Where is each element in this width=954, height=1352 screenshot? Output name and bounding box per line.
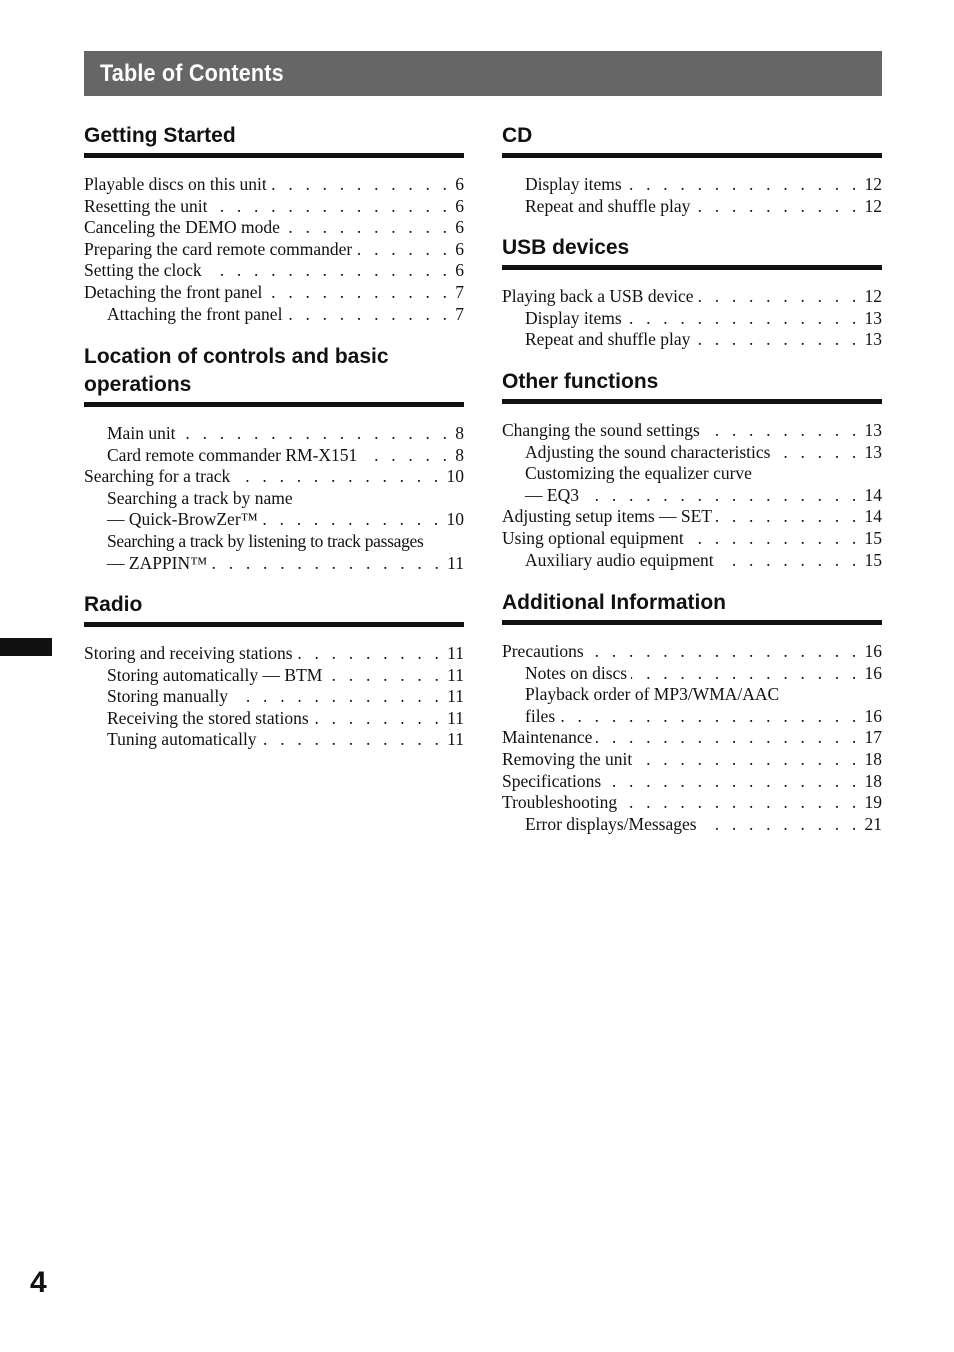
toc-entry[interactable]: Error displays/Messages . . . 21 [502,814,882,836]
section-heading: USB devices [502,234,882,270]
toc-entry[interactable]: Playable discs on this unit . . . 6 [84,174,464,196]
toc-entry[interactable]: Maintenance . . . 17 [502,727,882,749]
toc-entry[interactable]: Setting the clock . . . 6 [84,260,464,282]
toc-entry[interactable]: Playing back a USB device . . . 12 [502,286,882,308]
toc-entry[interactable]: Precautions . . . 16 [502,641,882,663]
toc-entry[interactable]: Receiving the stored stations . . . 11 [84,708,464,730]
toc-entry[interactable]: Removing the unit . . . 18 [502,749,882,771]
toc-entry[interactable]: Main unit . . . 8 [84,423,464,445]
page-title: Table of Contents [100,59,284,87]
toc-entry[interactable]: — Quick-BrowZer™ . . . 10 [84,509,464,531]
toc-entry[interactable]: Searching a track by listening to track passages [107,530,424,551]
toc-entry[interactable]: Specifications . . . 18 [502,771,882,793]
toc-entry[interactable]: Adjusting setup items — SET . . . 14 [502,506,882,528]
toc-entry[interactable]: Customizing the equalizer curve [525,463,752,484]
section-controls [84,343,464,574]
toc-entry[interactable]: Searching a track by name [107,487,293,508]
section-radio [84,591,464,751]
toc-entry[interactable]: Adjusting the sound characteristics . . . 13 [502,442,882,464]
toc-entry[interactable]: — ZAPPIN™ . . . 11 [84,553,464,575]
chapter-tab-marker [0,638,52,656]
toc-entry[interactable]: Canceling the DEMO mode . . . 6 [84,217,464,239]
section-heading: CD [502,122,882,158]
toc-entry[interactable]: Notes on discs . . . 16 [502,663,882,685]
toc-entry[interactable]: Storing manually . . . 11 [84,686,464,708]
toc-entry[interactable]: Playback order of MP3/WMA/AAC [525,684,780,705]
section-cd [502,122,882,217]
toc-entry[interactable]: Repeat and shuffle play . . . 13 [502,329,882,351]
toc-entry[interactable]: Troubleshooting . . . 19 [502,792,882,814]
toc-entry[interactable]: files . . . 16 [502,706,882,728]
toc-entry[interactable]: Resetting the unit . . . 6 [84,196,464,218]
toc-entry[interactable]: Using optional equipment . . . 15 [502,528,882,550]
section-usb [502,234,882,351]
section-heading: Other functions [502,368,882,404]
toc-entry[interactable]: Display items . . . 12 [502,174,882,196]
section-heading-line: Location of controls and basic [84,345,389,368]
toc-entry[interactable]: — EQ3 . . . 14 [502,485,882,507]
section-heading [84,343,464,407]
section-heading: Radio [84,591,464,627]
toc-entry[interactable]: Detaching the front panel . . . 7 [84,282,464,304]
section-heading: Getting Started [84,122,464,158]
toc-entry[interactable]: Storing automatically — BTM . . . 11 [84,665,464,687]
section-additional-information [502,589,882,835]
page-number: 4 [30,1266,47,1299]
toc-entry[interactable]: Storing and receiving stations . . . 11 [84,643,464,665]
toc-entry[interactable]: Changing the sound settings . . . 13 [502,420,882,442]
toc-entry[interactable]: Searching for a track . . . 10 [84,466,464,488]
toc-entry[interactable]: Attaching the front panel . . . 7 [84,304,464,326]
toc-entry[interactable]: Tuning automatically . . . 11 [84,729,464,751]
section-getting-started [84,122,464,325]
toc-entry[interactable]: Repeat and shuffle play . . . 12 [502,196,882,218]
section-other-functions [502,368,882,571]
toc-entry[interactable]: Card remote commander RM-X151 . . . 8 [84,445,464,467]
section-heading: Additional Information [502,589,882,625]
toc-entry[interactable]: Auxiliary audio equipment . . . 15 [502,550,882,572]
toc-title-bar [84,51,882,96]
toc-entry[interactable]: Display items . . . 13 [502,308,882,330]
toc-entry[interactable]: Preparing the card remote commander . . . 6 [84,239,464,261]
section-heading-line: operations [84,373,192,396]
